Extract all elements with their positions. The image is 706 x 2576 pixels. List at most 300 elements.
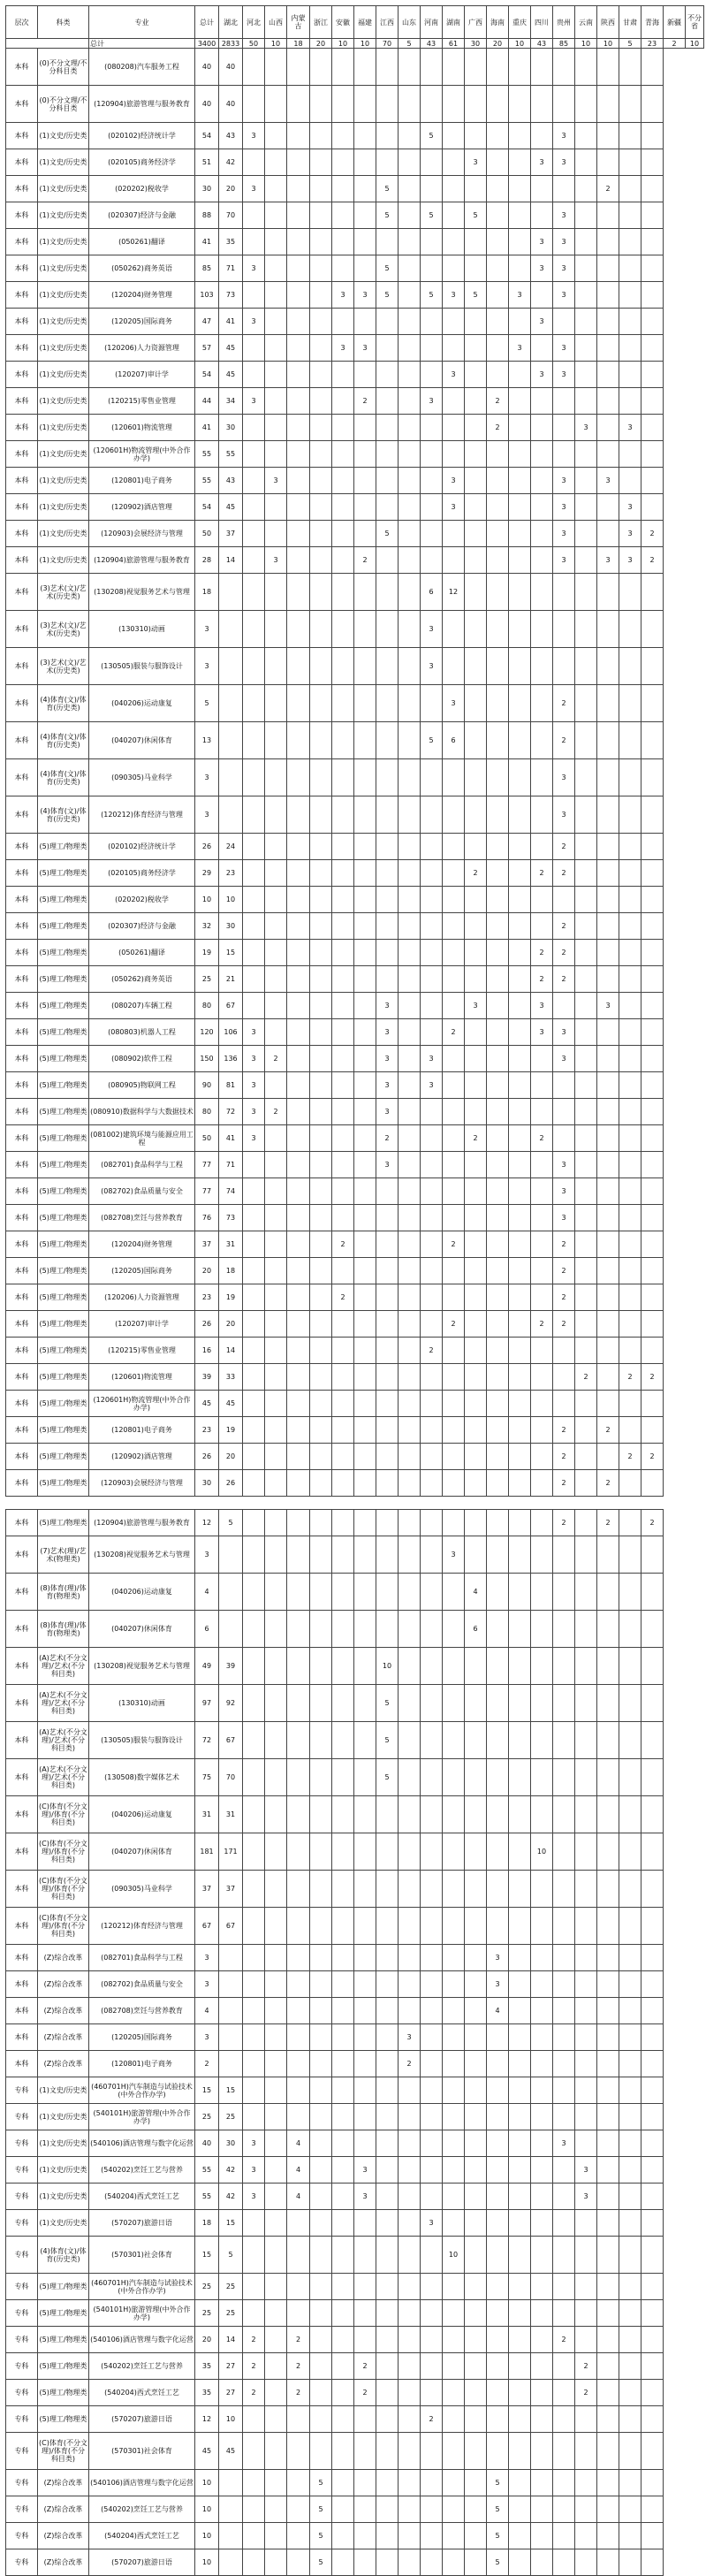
quota-cell: 97	[195, 1685, 219, 1722]
quota-cell	[487, 834, 509, 860]
quota-cell	[287, 1364, 310, 1391]
quota-cell	[619, 2130, 641, 2157]
quota-cell: 3	[376, 1072, 399, 1099]
quota-cell	[332, 1099, 354, 1125]
quota-cell	[597, 1258, 619, 1284]
quota-cell	[287, 685, 310, 722]
quota-cell	[265, 1444, 287, 1470]
major-cell: (130508)数字媒体艺术	[89, 1759, 195, 1796]
quota-cell	[265, 388, 287, 415]
quota-cell	[487, 2300, 509, 2327]
quota-cell	[509, 2077, 531, 2104]
quota-cell	[421, 2380, 443, 2406]
quota-cell: 26	[195, 1311, 219, 1338]
quota-cell	[243, 611, 265, 648]
quota-cell	[287, 49, 310, 86]
quota-cell	[265, 521, 287, 547]
quota-cell	[553, 1998, 575, 2024]
quota-cell	[354, 1046, 376, 1072]
quota-cell	[597, 2470, 619, 2496]
quota-cell	[310, 309, 332, 335]
quota-cell	[553, 1611, 575, 1648]
table-row	[6, 2210, 704, 2237]
quota-cell	[487, 1444, 509, 1470]
quota-cell	[399, 1099, 421, 1125]
quota-cell: 10	[195, 2549, 219, 2576]
quota-cell: 2	[421, 2406, 443, 2433]
quota-cell	[243, 834, 265, 860]
quota-cell	[531, 1364, 553, 1391]
table-row	[6, 149, 704, 176]
quota-cell	[421, 1470, 443, 1497]
quota-cell	[376, 1470, 399, 1497]
quota-cell	[376, 887, 399, 913]
quota-cell	[399, 1019, 421, 1046]
quota-cell: 171	[219, 1833, 243, 1871]
quota-cell	[465, 2210, 487, 2237]
quota-cell	[310, 468, 332, 494]
level-cell: 本科	[6, 2051, 38, 2077]
quota-cell	[553, 441, 575, 468]
level-cell: 本科	[6, 1205, 38, 1231]
quota-cell	[219, 759, 243, 796]
quota-cell	[641, 362, 664, 388]
quota-cell	[509, 2470, 531, 2496]
quota-cell: 55	[195, 441, 219, 468]
quota-cell	[509, 149, 531, 176]
quota-cell	[243, 1945, 265, 1971]
major-cell: (040207)休闲体育	[89, 1611, 195, 1648]
quota-cell	[421, 2237, 443, 2274]
quota-cell	[376, 149, 399, 176]
quota-cell	[509, 1417, 531, 1444]
quota-cell: 2	[641, 547, 664, 574]
quota-cell	[376, 1510, 399, 1536]
major-cell: (460701H)汽车制造与试验技术(中外合作办学)	[89, 2274, 195, 2300]
quota-cell	[597, 1945, 619, 1971]
major-cell: (120904)旅游管理与服务教育	[89, 1510, 195, 1536]
major-cell: (020105)商务经济学	[89, 149, 195, 176]
quota-cell	[597, 648, 619, 685]
quota-cell	[243, 1417, 265, 1444]
quota-cell	[619, 468, 641, 494]
quota-cell	[354, 1284, 376, 1311]
quota-cell	[265, 1759, 287, 1796]
quota-cell: 4	[287, 2184, 310, 2210]
quota-cell	[619, 1908, 641, 1945]
quota-cell	[421, 441, 443, 468]
quota-cell	[619, 1391, 641, 1417]
quota-cell: 150	[195, 1046, 219, 1072]
quota-cell: 3	[597, 468, 619, 494]
quota-cell	[332, 521, 354, 547]
quota-cell	[553, 2077, 575, 2104]
quota-cell	[265, 2237, 287, 2274]
quota-cell: 34	[219, 388, 243, 415]
quota-cell: 80	[195, 993, 219, 1019]
quota-cell	[465, 1722, 487, 1759]
quota-cell: 55	[219, 441, 243, 468]
quota-cell: 20	[195, 2327, 219, 2353]
quota-cell	[597, 1971, 619, 1998]
quota-cell	[354, 86, 376, 123]
quota-cell	[243, 1510, 265, 1536]
quota-cell	[332, 468, 354, 494]
quota-cell	[265, 255, 287, 282]
quota-cell	[487, 2274, 509, 2300]
quota-cell	[531, 1685, 553, 1722]
quota-cell	[332, 86, 354, 123]
quota-cell	[443, 1574, 465, 1611]
quota-cell	[575, 547, 597, 574]
quota-cell	[287, 1574, 310, 1611]
quota-cell: 73	[219, 282, 243, 309]
level-cell: 专科	[6, 2184, 38, 2210]
quota-cell	[575, 940, 597, 966]
major-cell: (040206)运动康复	[89, 685, 195, 722]
quota-cell	[265, 362, 287, 388]
quota-cell	[243, 2549, 265, 2576]
quota-cell	[597, 521, 619, 547]
quota-cell	[354, 2433, 376, 2470]
quota-cell: 43	[219, 468, 243, 494]
quota-cell	[287, 1871, 310, 1908]
quota-cell	[619, 335, 641, 362]
quota-cell	[443, 2470, 465, 2496]
quota-cell	[487, 2237, 509, 2274]
quota-cell	[641, 2433, 664, 2470]
category-cell: (5)理工/物理类	[38, 1510, 89, 1536]
quota-cell	[641, 2024, 664, 2051]
table-row	[6, 2104, 704, 2130]
quota-cell	[531, 1908, 553, 1945]
table-row	[6, 2353, 704, 2380]
quota-cell	[287, 993, 310, 1019]
quota-cell	[597, 611, 619, 648]
quota-cell	[310, 1998, 332, 2024]
quota-cell	[354, 309, 376, 335]
quota-cell	[332, 2051, 354, 2077]
level-cell: 专科	[6, 2496, 38, 2523]
quota-cell	[509, 887, 531, 913]
quota-cell	[243, 1391, 265, 1417]
quota-cell	[310, 494, 332, 521]
quota-cell	[354, 2051, 376, 2077]
table-body-part-2	[6, 1510, 704, 2576]
quota-cell	[465, 1152, 487, 1178]
quota-cell	[399, 1833, 421, 1871]
quota-cell	[243, 860, 265, 887]
quota-cell	[354, 362, 376, 388]
quota-cell	[597, 685, 619, 722]
quota-cell	[597, 2210, 619, 2237]
quota-cell	[531, 2300, 553, 2327]
quota-cell	[509, 966, 531, 993]
level-cell: 专科	[6, 2327, 38, 2353]
quota-cell	[399, 940, 421, 966]
table-row	[6, 993, 704, 1019]
quota-cell: 5	[219, 1510, 243, 1536]
quota-cell	[465, 796, 487, 834]
quota-cell	[354, 2104, 376, 2130]
quota-cell	[641, 2130, 664, 2157]
quota-cell	[399, 415, 421, 441]
quota-cell: 26	[195, 834, 219, 860]
quota-cell	[641, 1833, 664, 1871]
quota-cell	[465, 1417, 487, 1444]
table-row	[6, 913, 704, 940]
quota-cell: 42	[219, 2184, 243, 2210]
quota-cell	[641, 2210, 664, 2237]
category-cell: (Z)综合改革	[38, 2549, 89, 2576]
quota-cell	[575, 1019, 597, 1046]
quota-cell	[641, 335, 664, 362]
column-header: 四川	[531, 6, 553, 39]
quota-cell	[575, 49, 597, 86]
quota-cell	[354, 1759, 376, 1796]
quota-cell: 14	[219, 2327, 243, 2353]
quota-cell	[376, 1338, 399, 1364]
quota-cell	[619, 2157, 641, 2184]
quota-cell	[421, 2184, 443, 2210]
quota-cell: 2	[553, 1470, 575, 1497]
major-cell: (082702)食品质量与安全	[89, 1971, 195, 1998]
quota-cell	[487, 2157, 509, 2184]
quota-cell	[219, 574, 243, 611]
quota-cell	[597, 255, 619, 282]
quota-cell	[265, 1231, 287, 1258]
quota-cell: 6	[443, 722, 465, 759]
quota-cell	[354, 494, 376, 521]
quota-cell	[465, 2380, 487, 2406]
quota-cell	[376, 1417, 399, 1444]
table-row	[6, 966, 704, 993]
quota-cell	[219, 2496, 243, 2523]
quota-cell	[310, 574, 332, 611]
quota-cell	[575, 1311, 597, 1338]
quota-cell	[553, 2300, 575, 2327]
quota-cell	[641, 1046, 664, 1072]
quota-cell	[575, 1536, 597, 1574]
quota-cell	[243, 2496, 265, 2523]
quota-cell	[265, 1945, 287, 1971]
major-cell: (120601H)物流管理(中外合作办学)	[89, 441, 195, 468]
quota-cell	[376, 1231, 399, 1258]
quota-cell	[443, 1759, 465, 1796]
level-cell: 本科	[6, 388, 38, 415]
quota-cell	[265, 860, 287, 887]
quota-cell	[332, 49, 354, 86]
quota-cell: 2	[332, 1284, 354, 1311]
quota-cell	[597, 1574, 619, 1611]
quota-cell	[509, 255, 531, 282]
level-cell: 本科	[6, 1722, 38, 1759]
quota-cell	[287, 1391, 310, 1417]
quota-cell	[443, 1072, 465, 1099]
table-row	[6, 1417, 704, 1444]
quota-cell	[399, 282, 421, 309]
quota-cell: 25	[195, 2274, 219, 2300]
level-cell: 专科	[6, 2274, 38, 2300]
quota-cell	[641, 2549, 664, 2576]
quota-cell	[354, 2024, 376, 2051]
quota-cell	[487, 1470, 509, 1497]
quota-cell	[421, 49, 443, 86]
quota-cell	[310, 1971, 332, 1998]
quota-cell	[399, 255, 421, 282]
quota-cell	[509, 574, 531, 611]
level-cell: 本科	[6, 1470, 38, 1497]
quota-cell: 43	[219, 123, 243, 149]
level-cell: 本科	[6, 494, 38, 521]
quota-cell	[421, 1444, 443, 1470]
table-row	[6, 2184, 704, 2210]
quota-cell	[376, 913, 399, 940]
quota-cell	[376, 309, 399, 335]
quota-cell	[265, 1796, 287, 1833]
quota-cell	[287, 860, 310, 887]
quota-cell	[619, 685, 641, 722]
quota-cell	[641, 2157, 664, 2184]
quota-cell	[597, 2237, 619, 2274]
quota-cell	[641, 685, 664, 722]
quota-cell: 2	[287, 2353, 310, 2380]
quota-cell	[421, 2300, 443, 2327]
quota-cell: 2	[553, 1444, 575, 1470]
quota-cell	[265, 834, 287, 860]
quota-cell	[399, 2406, 421, 2433]
category-cell: (1)文史/历史类	[38, 282, 89, 309]
quota-cell	[332, 2077, 354, 2104]
column-header: 山西	[265, 6, 287, 39]
quota-cell	[443, 1833, 465, 1871]
category-cell: (5)理工/物理类	[38, 860, 89, 887]
category-cell: (Z)综合改革	[38, 2496, 89, 2523]
quota-cell	[619, 1338, 641, 1364]
quota-cell: 2	[553, 1284, 575, 1311]
quota-cell	[399, 1685, 421, 1722]
quota-cell	[399, 2237, 421, 2274]
category-cell: (5)理工/物理类	[38, 1152, 89, 1178]
quota-cell	[553, 611, 575, 648]
total-cell: 43	[421, 39, 443, 49]
quota-cell: 21	[219, 966, 243, 993]
category-cell: (5)理工/物理类	[38, 2274, 89, 2300]
quota-cell	[531, 648, 553, 685]
quota-cell	[310, 611, 332, 648]
quota-cell	[619, 1258, 641, 1284]
quota-cell: 55	[195, 468, 219, 494]
quota-cell: 2	[597, 1510, 619, 1536]
quota-cell	[421, 1998, 443, 2024]
major-cell: (120902)酒店管理	[89, 1444, 195, 1470]
quota-cell	[376, 1205, 399, 1231]
quota-cell: 3	[553, 202, 575, 229]
quota-cell: 23	[195, 1284, 219, 1311]
quota-cell	[509, 1796, 531, 1833]
total-cell: 20	[310, 39, 332, 49]
quota-cell	[575, 2024, 597, 2051]
quota-cell: 25	[195, 966, 219, 993]
quota-cell	[597, 2051, 619, 2077]
quota-cell	[354, 1338, 376, 1364]
quota-cell: 3	[553, 362, 575, 388]
quota-cell	[243, 1205, 265, 1231]
quota-cell: 49	[195, 1648, 219, 1685]
category-cell: (5)理工/物理类	[38, 993, 89, 1019]
quota-cell	[641, 2300, 664, 2327]
enrollment-plan-document	[5, 5, 701, 2576]
table-row	[6, 1019, 704, 1046]
quota-cell	[465, 2157, 487, 2184]
quota-cell: 3	[619, 521, 641, 547]
quota-cell	[354, 611, 376, 648]
category-cell: (8)体育(理)/体育(物理类)	[38, 1574, 89, 1611]
quota-cell	[376, 2549, 399, 2576]
quota-cell: 3	[531, 362, 553, 388]
quota-cell	[265, 1391, 287, 1417]
quota-cell	[421, 309, 443, 335]
quota-cell	[619, 1231, 641, 1258]
quota-cell	[354, 685, 376, 722]
quota-cell: 2	[376, 1125, 399, 1152]
quota-cell	[287, 1205, 310, 1231]
quota-cell	[465, 759, 487, 796]
quota-cell	[641, 1722, 664, 1759]
quota-cell	[443, 611, 465, 648]
quota-cell	[287, 547, 310, 574]
quota-cell	[265, 759, 287, 796]
quota-cell	[332, 993, 354, 1019]
quota-cell	[219, 1971, 243, 1998]
quota-cell: 5	[195, 685, 219, 722]
quota-cell	[332, 940, 354, 966]
quota-cell	[487, 2327, 509, 2353]
major-cell: (080803)机器人工程	[89, 1019, 195, 1046]
quota-cell	[287, 1611, 310, 1648]
quota-cell	[641, 1125, 664, 1152]
major-cell: (120601H)物流管理(中外合作办学)	[89, 1391, 195, 1417]
quota-cell	[487, 1833, 509, 1871]
quota-cell	[509, 1099, 531, 1125]
quota-cell	[509, 2051, 531, 2077]
quota-cell	[487, 1099, 509, 1125]
quota-cell: 45	[219, 362, 243, 388]
category-cell: (Z)综合改革	[38, 2051, 89, 2077]
quota-cell	[641, 1391, 664, 1417]
table-row	[6, 2274, 704, 2300]
quota-cell: 3	[332, 282, 354, 309]
quota-cell	[243, 282, 265, 309]
category-cell: (C)体育(不分文理)/体育(不分科目类)	[38, 2433, 89, 2470]
quota-cell	[641, 1908, 664, 1945]
quota-cell	[399, 2157, 421, 2184]
major-cell: (120801)电子商务	[89, 468, 195, 494]
quota-cell	[265, 1152, 287, 1178]
level-cell: 本科	[6, 966, 38, 993]
quota-cell	[376, 966, 399, 993]
quota-cell: 5	[465, 202, 487, 229]
quota-cell	[310, 1258, 332, 1284]
quota-cell	[465, 547, 487, 574]
quota-cell	[597, 1364, 619, 1391]
quota-cell	[376, 2274, 399, 2300]
quota-cell	[265, 441, 287, 468]
quota-cell	[619, 149, 641, 176]
quota-cell: 5	[376, 521, 399, 547]
quota-cell	[465, 1284, 487, 1311]
category-cell: (A)艺术(不分文理)/艺术(不分科目类)	[38, 1685, 89, 1722]
